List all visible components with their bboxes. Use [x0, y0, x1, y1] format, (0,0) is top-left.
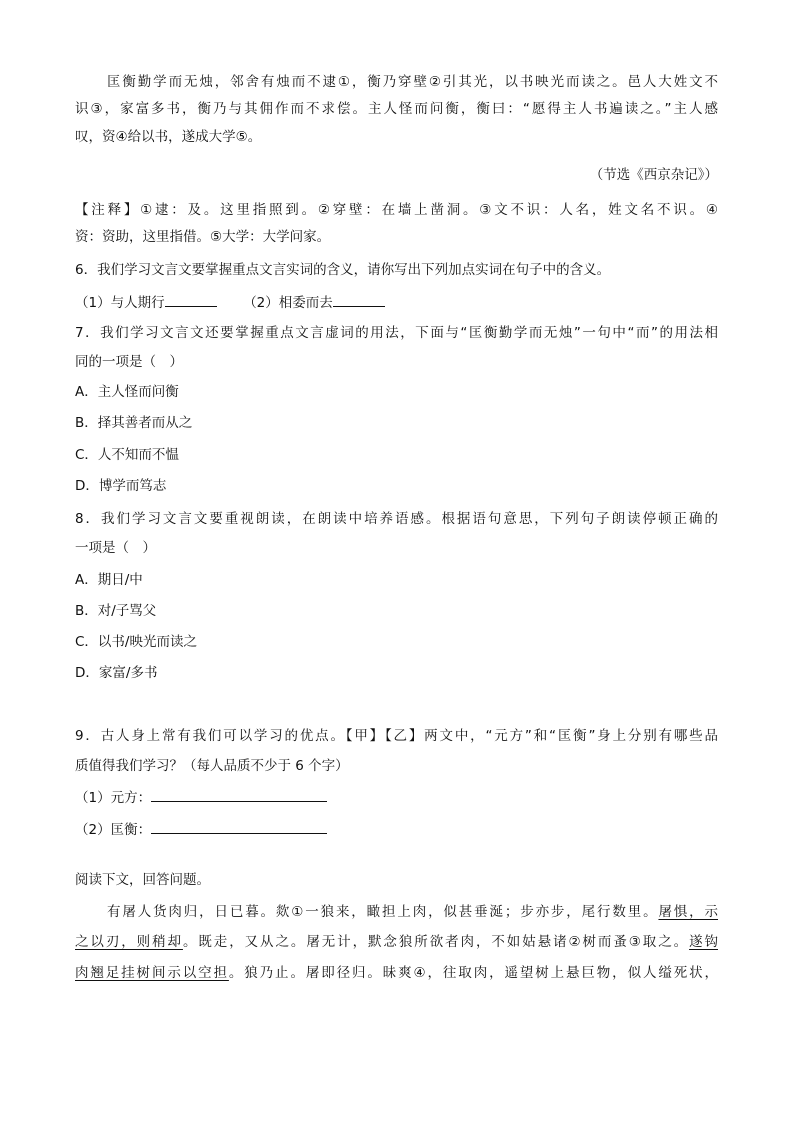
passage-source: （节选《西京杂记》） [589, 167, 718, 183]
answer-blank[interactable] [151, 819, 327, 834]
q8-option-a[interactable]: A．期日/中 [75, 572, 143, 588]
passage-text: 。狼乃止。屠即径归。昧爽④，往取肉，遥望树上悬巨物，似人缢死状， [228, 965, 719, 981]
underlined-sentence: 之以刃，则稍却 [75, 934, 183, 950]
q7-option-d[interactable]: D．博学而笃志 [75, 478, 167, 494]
passage-text: 有屠人货肉归，日已暮。欻①一狼来，瞰担上肉，似甚垂涎；步亦步，尾行数里。 [107, 904, 659, 920]
q9-item-1-label: （1）元方： [75, 790, 152, 806]
q8-option-d[interactable]: D．家富/多书 [75, 665, 158, 681]
underlined-sentence: 遂钩 [689, 934, 718, 950]
q9-item-2 [75, 819, 718, 839]
passage-line [107, 902, 718, 922]
answer-blank[interactable] [333, 292, 385, 307]
q7-option-b[interactable]: B．择其善者而从之 [75, 415, 193, 431]
q7-option-c[interactable]: C．人不知而不愠 [75, 447, 179, 463]
question-8-stem: 一项是（ ） [75, 540, 156, 556]
answer-blank[interactable] [151, 787, 327, 802]
passage-line: 识③，家富多书，衡乃与其佣作而不求偿。主人怪而问衡，衡曰：“愿得主人书遍读之。”主人感 [75, 101, 718, 117]
question-6-items [75, 292, 718, 312]
passage-line: 叹，资④给以书，遂成大学⑤。 [75, 129, 262, 145]
question-9-stem: 9．古人身上常有我们可以学习的优点。【甲】【乙】两文中，“元方”和“匡衡”身上分别有哪些品 [75, 728, 718, 744]
question-7-stem: 同的一项是（ ） [75, 354, 183, 370]
q8-option-c[interactable]: C．以书/映光而读之 [75, 634, 197, 650]
question-8-stem: 8．我们学习文言文要重视朗读，在朗读中培养语感。根据语句意思，下列句子朗读停顿正确的 [75, 511, 718, 527]
notes-line: 资：资助，这里指借。⑤大学：大学问家。 [75, 229, 331, 245]
q7-option-a[interactable]: A．主人怪而问衡 [75, 384, 179, 400]
q8-option-b[interactable]: B．对/子骂父 [75, 603, 157, 619]
q6-item-1: （1）与人期行 [75, 295, 165, 311]
underlined-sentence: 屠惧，示 [658, 904, 719, 920]
notes-line: 【注释】①逮：及。这里指照到。②穿壁：在墙上凿洞。③文不识：人名，姓文名不识。④ [75, 202, 718, 218]
passage-text: 。既走，又从之。屠无计，默念狼所欲者肉，不如姑悬诸②树而蚤③取之。 [182, 934, 690, 950]
question-9-stem: 质值得我们学习？（每人品质不少于 6 个字） [75, 758, 349, 774]
question-6-stem: 6．我们学习文言文要掌握重点文言实词的含义，请你写出下列加点实词在句子中的含义。 [75, 262, 611, 278]
underlined-sentence: 肉翘足挂树间示以空担 [75, 965, 229, 981]
q9-item-2-label: （2）匡衡： [75, 822, 152, 838]
question-7-stem: 7．我们学习文言文还要掌握重点文言虚词的用法，下面与“匡衡勤学而无烛”一句中“而”的用法相 [75, 325, 718, 341]
reading-instruction: 阅读下文，回答问题。 [75, 872, 210, 888]
passage-line [75, 963, 718, 983]
q9-item-1 [75, 787, 718, 807]
q6-item-2: （2）相委而去 [243, 295, 333, 311]
passage-line: 匡衡勤学而无烛，邻舍有烛而不逮①，衡乃穿壁②引其光，以书映光而读之。邑人大姓文不 [107, 74, 718, 90]
passage-line [75, 932, 718, 952]
answer-blank[interactable] [165, 292, 217, 307]
